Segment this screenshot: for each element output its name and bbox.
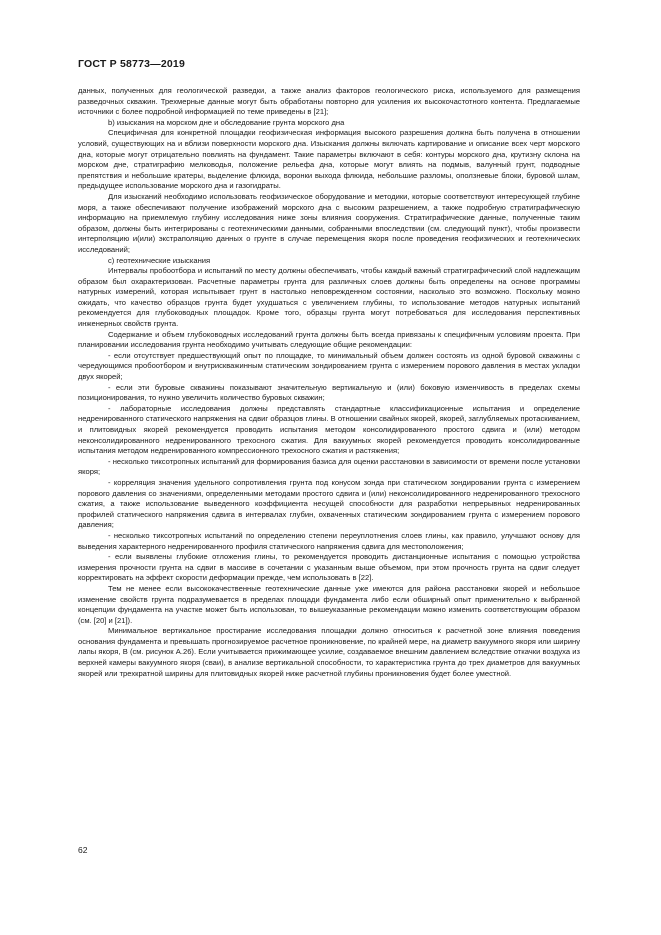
document-body [78,86,580,679]
paragraph: Тем не менее если высококачественные геотехнические данные уже имеются для района расстановки якорей и небольшое изменение свойств грунта подразумевается в пределах площади фундамента либо если обширный опыт применительно к выбранной концепции фундамента на участке может быть использован, то вышеуказанные рекомендации можно изменить соответствующим образом (см. [20] и [21]). [78,583,580,625]
bullet-item: - корреляция значения удельного сопротивления грунта под конусом зонда при статическом зондировании грунта с измерением порового давления со значениями, определенными методами простого сдвига и (или) неконсолидированного недренированного трехосного сжатия, а также использование выведенного коэффициента несущей способности для разработки непрерывных недренированных профилей статического напряжения сдвига в интервалах глубин, охваченных статическим зондированием грунта с измерением порового давления; [78,477,580,530]
paragraph: данных, полученных для геологической разведки, а также анализ факторов геологического риска, используемого для размещения разведочных скважин. Трехмерные данные могут быть обработаны повторно для усиления их высокочастотного контента. Предлагаемые источники с более подробной информацией по теме приведены в [21]; [78,86,580,117]
list-item: c) геотехнические изыскания [108,255,211,265]
paragraph: Для изысканий необходимо использовать геофизическое оборудование и методики, которые соответствуют интересующей глубине моря, а также обеспечивают получение изображений морского дна с высоким разрешением, а также подробную стратиграфическую информацию на приемлемую глубину исследования ниже зоны влияния сооружения. Стратиграфические данные, полученные таким образом, должны быть интегрированы с геотехническими данными, собранными впоследствии (см. следующий пункт), чтобы произвести интерполяцию и(или) экстраполяцию данных о грунте в случае перемещения якоря после проведения геофизических и геотехнических исследований; [78,191,580,254]
bullet-item: - несколько тиксотропных испытаний по определению степени переуплотнения слоев глины, как правило, улучшают основу для выведения характерного недренированного профиля статического напряжения сдвига для местоположения; [78,530,580,551]
page-number: 62 [78,845,88,855]
paragraph: Содержание и объем глубоководных исследований грунта должны быть всегда привязаны к специфичным условиям проекта. При планировании исследования грунта необходимо учитывать следующие общие рекомендации: [78,329,580,350]
bullet-item: - лабораторные исследования должны представлять стандартные классификационные испытания и определение недренированного статического напряжения на сдвиг образцов глины. В отношении свайных якорей, якорей, заглубляемых протаскиванием, и плитовидных якорей рекомендуется проводить испытания методом консолидированного простого сдвига и (или) методом неконсолидированного недренированного трехосного сжатия. Для вакуумных якорей рекомендуется проводить консолидированные испытания методом недренированного компрессионного трехосного сжатия и растяжения; [78,403,580,456]
paragraph: Специфичная для конкретной площадки геофизическая информация высокого разрешения должна быть получена в отношении условий, существующих на и вблизи поверхности морского дна. Изыскания должны включать картирование и описание всех черт морского дна, которые могут отрицательно повлиять на фундамент. Такие параметры включают в себя: контуры морского дна, крутизну склона на морском дне, стратиграфию мелководья, положение рельефа дна, которые могут влиять на подмыв, валунный грунт, подводные препятствия и небольшие кратеры, выделение флюида, воронки выхода флюида, небольшие разломы, оползневые блоки, буровой шлам, предыдущее использование морского дна и газогидраты. [78,128,580,191]
list-item: b) изыскания на морском дне и обследование грунта морского дна [108,117,345,127]
paragraph: Интервалы пробоотбора и испытаний по месту должны обеспечивать, чтобы каждый важный стратиграфический слой надлежащим образом был охарактеризован. Расчетные параметры грунта для различных слоев должны быть определены на основе программы натурных измерений, которая испытывает грунт в настолько неповрежденном состоянии, насколько это возможно. Поскольку можно ожидать, что качество образцов грунта будет ухудшаться с увеличением глубины, то использование методов натурных испытаний рекомендуется для глубоководных площадок. Кроме того, образцы грунта могут потребоваться для исследования перспективных инженерных свойств грунта. [78,266,580,329]
bullet-item: - если отсутствует предшествующий опыт по площадке, то минимальный объем должен состоять из одной буровой скважины с чередующимся пробоотбором и внутрискважинным статическим зондированием грунта с измерением порового давления в местах укладки двух якорей; [78,350,580,382]
page-header-standard: ГОСТ Р 58773—2019 [78,58,186,70]
paragraph: Минимальное вертикальное простирание исследования площадки должно относиться к расчетной зоне влияния поведения основания фундамента и превышать прогнозируемое расчетное проникновение, по крайней мере, на диаметр вакуумного якоря или ширину лапы якоря, B (см. рисунок А.26). Если учитывается прижимающее усилие, создаваемое внешним давлением вследствие откачки воздуха из верхней камеры вакуумного якоря (сваи), в анализе вертикальной способности, то характеристика грунта до трех диаметров для вакуумных якорей или трехкратной ширины для плитовидных якорей ниже расчетной глубины проникновения будет более уместной. [78,626,580,678]
bullet-item: - несколько тиксотропных испытаний для формирования базиса для оценки расстановки в зависимости от времени после установки якоря; [78,456,580,477]
bullet-item: - если выявлены глубокие отложения глины, то рекомендуется проводить дистанционные испытания с помощью устройства измерения прочности грунта на сдвиг в массиве в сочетании с указанным выше объемом, при этом прочность грунта на сдвиг следует корректировать на эффект скорости деформации прежде, чем использовать в [22]. [78,552,580,583]
bullet-item: - если эти буровые скважины показывают значительную вертикальную и (или) боковую изменчивость в пределах схемы позиционирования, то нужно увеличить количество буровых скважин; [78,382,580,403]
